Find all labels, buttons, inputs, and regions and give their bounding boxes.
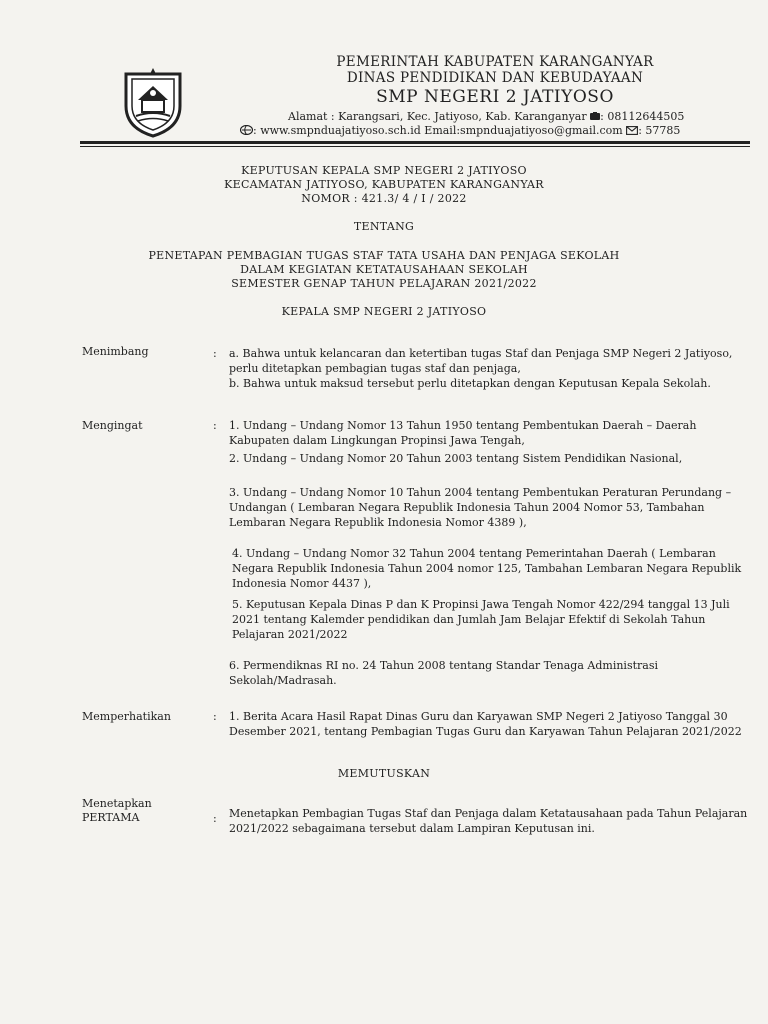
menetapkan-body: Menetapkan Pembagian Tugas Staf dan Penjaga dalam Ketatausahaan pada Tahun Pelajaran 2021/2022 sebagaimana tersebut dalam Lampiran Keputusan ini. bbox=[229, 807, 748, 835]
government-line: PEMERINTAH KABUPATEN KARANGANYAR bbox=[336, 54, 654, 70]
menimbang-item-a: a. Bahwa untuk kelancaran dan ketertiban tugas Staf dan Penjaga SMP Negeri 2 Jatiyoso, perlu ditetapkan pembagian tugas staf dan penjaga, bbox=[229, 347, 733, 375]
menimbang-label: Menimbang bbox=[82, 345, 149, 358]
pertama-label: PERTAMA bbox=[82, 811, 140, 824]
mengingat-item-2: 2. Undang – Undang Nomor 20 Tahun 2003 tentang Sistem Pendidikan Nasional, bbox=[229, 452, 683, 465]
subject-line-2: DALAM KEGIATAN KETATAUSAHAAN SEKOLAH bbox=[240, 263, 528, 276]
address-text: Alamat : Karangsari, Kec. Jatiyoso, Kab. Karanganyar bbox=[288, 110, 587, 123]
letterhead bbox=[230, 54, 760, 108]
memutuskan-heading: MEMUTUSKAN bbox=[337, 767, 431, 780]
regency-logo-icon bbox=[122, 66, 184, 138]
web-email: : www.smpnduajatiyoso.sch.id Email:smpnduajatiyoso@gmail.com bbox=[253, 124, 623, 137]
memperhatikan-colon: : bbox=[213, 710, 217, 723]
phone-number: : 08112644505 bbox=[600, 110, 685, 123]
decree-title-1: KEPUTUSAN KEPALA SMP NEGERI 2 JATIYOSO bbox=[241, 164, 527, 177]
menetapkan-colon: : bbox=[213, 812, 217, 825]
decree-title-2: KECAMATAN JATIYOSO, KABUPATEN KARANGANYAR bbox=[224, 178, 544, 191]
school-name: SMP NEGERI 2 JATIYOSO bbox=[376, 87, 614, 107]
contact-line bbox=[240, 124, 680, 139]
menimbang-body bbox=[229, 346, 749, 391]
subject-line-1: PENETAPAN PEMBAGIAN TUGAS STAF TATA USAHA DAN PENJAGA SEKOLAH bbox=[148, 249, 620, 262]
department-line: DINAS PENDIDIKAN DAN KEBUDAYAAN bbox=[346, 70, 644, 86]
mengingat-colon: : bbox=[213, 419, 217, 432]
subject-line-3: SEMESTER GENAP TAHUN PELAJARAN 2021/2022 bbox=[231, 277, 537, 290]
mengingat-item-5: 5. Keputusan Kepala Dinas P dan K Propinsi Jawa Tengah Nomor 422/294 tanggal 13 Juli 2021 tentang Kalemder pendidikan dan Jumlah Jam Belajar Efektif di Sekolah Tahun Pelajaran 2021/2022 bbox=[232, 598, 730, 641]
letterhead-rule-thick bbox=[80, 141, 750, 144]
mengingat-item-1: 1. Undang – Undang Nomor 13 Tahun 1950 tentang Pembentukan Daerah – Daerah Kabupaten dalam Lingkungan Propinsi Jawa Tengah, bbox=[229, 419, 697, 447]
letterhead-rule-thin bbox=[80, 146, 750, 147]
principal-heading: KEPALA SMP NEGERI 2 JATIYOSO bbox=[281, 305, 487, 318]
mengingat-label: Mengingat bbox=[82, 419, 143, 432]
postcode: : 57785 bbox=[638, 124, 681, 137]
about-heading: TENTANG bbox=[353, 220, 415, 233]
globe-icon bbox=[240, 125, 253, 139]
menetapkan-label: Menetapkan bbox=[82, 797, 152, 810]
menimbang-colon: : bbox=[213, 347, 217, 360]
address-line bbox=[288, 110, 684, 125]
mengingat-item-6: 6. Permendiknas RI no. 24 Tahun 2008 tentang Standar Tenaga Administrasi Sekolah/Madrasah. bbox=[229, 659, 658, 687]
memperhatikan-body: 1. Berita Acara Hasil Rapat Dinas Guru dan Karyawan SMP Negeri 2 Jatiyoso Tanggal 30 Desember 2021, tentang Pembagian Tugas Guru dan Karyawan Tahun Pelajaran 2021/2022 bbox=[229, 710, 742, 738]
decree-number: NOMOR : 421.3/ 4 / I / 2022 bbox=[301, 192, 467, 205]
memperhatikan-label: Memperhatikan bbox=[82, 710, 171, 723]
mengingat-item-4: 4. Undang – Undang Nomor 32 Tahun 2004 tentang Pemerintahan Daerah ( Lembaran Negara Republik Indonesia Tahun 2004 nomor 125, Tambahan Lembaran Negara Republik Indonesia Nomor 4437 ), bbox=[232, 547, 742, 590]
mengingat-item-3: 3. Undang – Undang Nomor 10 Tahun 2004 tentang Pembentukan Peraturan Perundang – Undangan ( Lembaran Negara Republik Indonesia Tahun 2004 Nomor 53, Tambahan Lembaran Negara Republik Indonesia Nomor 4389 ), bbox=[229, 486, 732, 529]
phone-icon bbox=[590, 111, 600, 125]
menimbang-item-b: b. Bahwa untuk maksud tersebut perlu ditetapkan dengan Keputusan Kepala Sekolah. bbox=[229, 377, 711, 390]
envelope-icon bbox=[626, 125, 638, 139]
